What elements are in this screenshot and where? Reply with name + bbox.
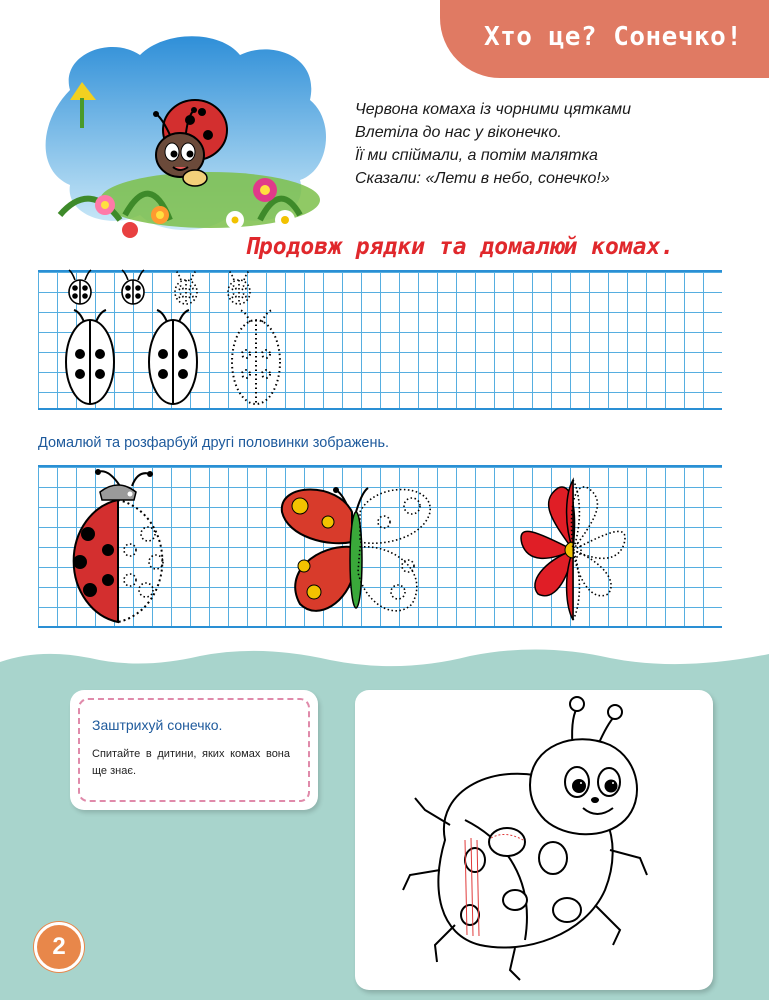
small-ladybug-dotted-icon [228, 270, 250, 304]
poem [355, 98, 745, 190]
note-card [70, 690, 318, 810]
page-number: 2 [34, 922, 84, 972]
ladybug-coloring-icon [355, 690, 713, 990]
large-ladybug-icon [66, 310, 114, 404]
ladybug-sequence [38, 262, 338, 412]
flower-half-icon [521, 480, 625, 620]
poem-line: Її ми спіймали, а потім малятка [355, 147, 598, 164]
note-text: Спитайте в дитини, яких комах вона ще знає. [92, 748, 290, 777]
task-1-instruction: Продовж рядки та домалюй комах. [245, 234, 675, 260]
large-ladybug-dotted-icon [232, 310, 280, 404]
hero-illustration [30, 30, 360, 260]
page-title: Хто це? Сонечко! [484, 22, 743, 52]
poem-line: Червона комаха із чорними цятками [355, 101, 631, 118]
task-2-instruction: Домалюй та розфарбуй другі половинки зображень. [38, 435, 390, 451]
title-tab [440, 0, 769, 78]
poem-line: Влетіла до нас у віконечко. [355, 124, 562, 141]
large-ladybug-icon [149, 310, 197, 404]
small-ladybug-icon [69, 270, 91, 304]
butterfly-half-icon [282, 487, 430, 611]
ladybug-half-icon [73, 469, 163, 622]
half-pictures [38, 462, 722, 632]
poem-line: Сказали: «Лети в небо, сонечко!» [355, 170, 610, 187]
coloring-card [355, 690, 713, 990]
note-title: Заштрихуй сонечко. [92, 717, 223, 733]
small-ladybug-dotted-icon [175, 270, 197, 304]
small-ladybug-icon [122, 270, 144, 304]
